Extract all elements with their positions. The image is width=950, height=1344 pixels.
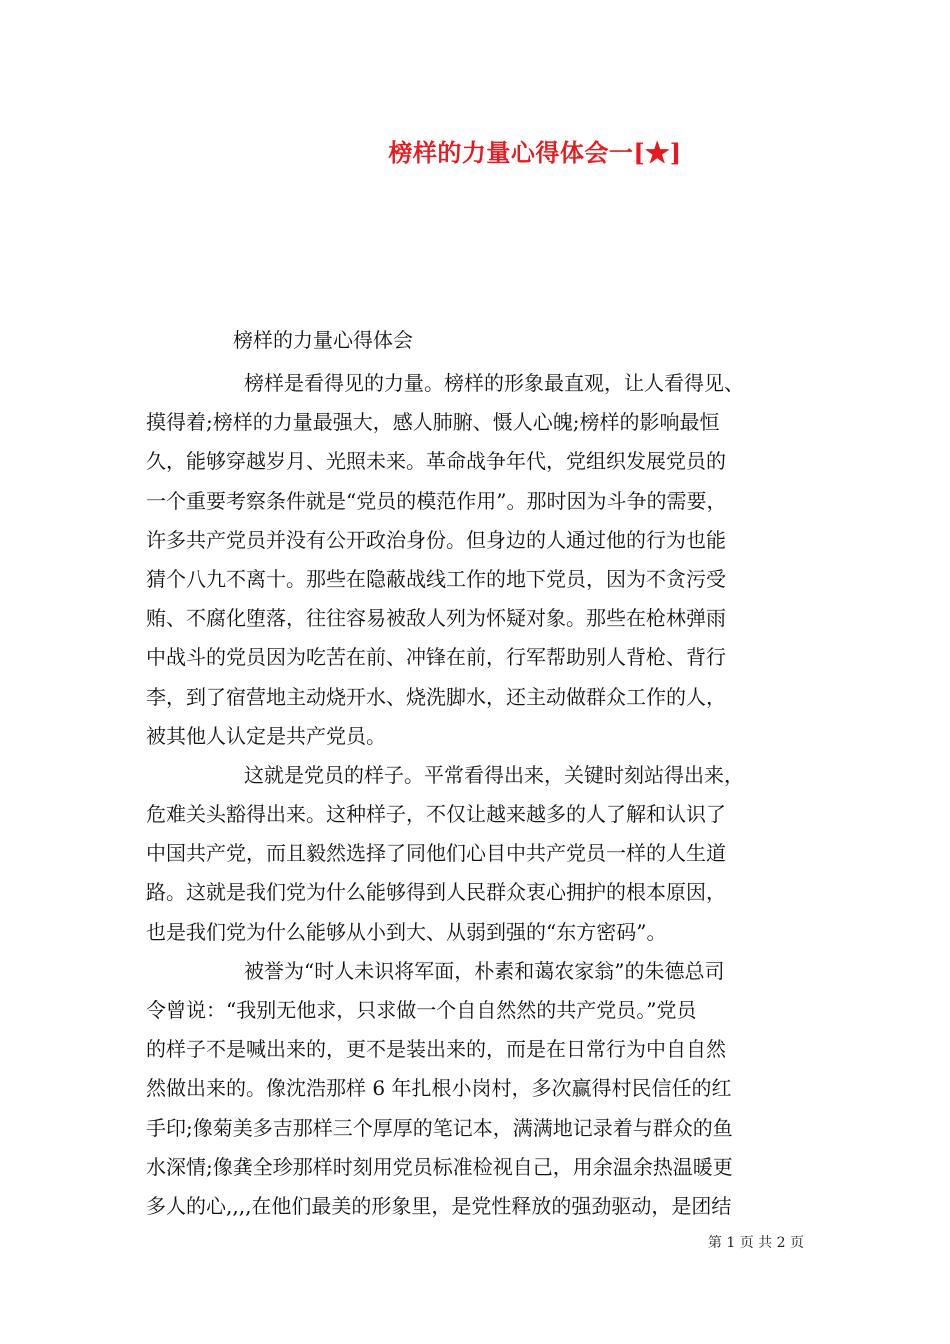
paragraph-line: 多人的心,,,,在他们最美的形象里，是党性释放的强劲驱动，是团结 [146,1193,732,1218]
paragraph-line: 被誉为“时人未识将军面，朴素和蔼农家翁”的朱德总司 [244,958,725,983]
body-text [146,364,810,1226]
paragraph-line: 中国共产党，而且毅然选择了同他们心目中共产党员一样的人生道 [146,841,726,866]
paragraph-line: 许多共产党员并没有公开政治身份。但身边的人通过他的行为也能 [146,527,726,552]
paragraph-line: 贿、不腐化堕落，往往容易被敌人列为怀疑对象。那些在枪林弹雨 [146,606,726,631]
paragraph-line: 中战斗的党员因为吃苦在前、冲锋在前，行军帮助别人背枪、背行 [146,645,726,670]
paragraph-line: 这就是党员的样子。平常看得出来，关键时刻站得出来， [244,762,744,787]
paragraph-line: 猜个八九不离十。那些在隐蔽战线工作的地下党员，因为不贪污受 [146,566,726,591]
paragraph-line: 李，到了宿营地主动烧开水、烧洗脚水，还主动做群众工作的人， [146,684,726,709]
paragraph-line: 摸得着;榜样的力量最强大，感人肺腑、慑人心魄;榜样的影响最恒 [146,410,720,435]
paragraph-line: 然做出来的。像沈浩那样 6 年扎根小岗村，多次赢得村民信任的红 [146,1076,732,1101]
paragraph-line: 也是我们党为什么能够从小到大、从弱到强的“东方密码”。 [146,919,667,944]
paragraph-line: 一个重要考察条件就是“党员的模范作用”。那时因为斗争的需要， [146,488,727,513]
paragraph-line: 路。这就是我们党为什么能够得到人民群众衷心拥护的根本原因， [146,880,726,905]
page-number-footer: 第 1 页 共 2 页 [707,1235,804,1251]
paragraph-line: 的样子不是喊出来的，更不是装出来的，而是在日常行为中自自然 [146,1037,726,1062]
paragraph-line: 被其他人认定是共产党员。 [146,723,386,748]
paragraph-line: 手印;像菊美多吉那样三个厚厚的笔记本，满满地记录着与群众的鱼 [146,1115,733,1140]
document-title: 榜样的力量心得体会一[★] [388,138,682,167]
paragraph-line: 危难关头豁得出来。这种样子，不仅让越来越多的人了解和认识了 [146,802,726,827]
paragraph-line: 久，能够穿越岁月、光照未来。革命战争年代，党组织发展党员的 [146,449,726,474]
paragraph-line: 水深情;像龚全珍那样时刻用党员标准检视自己，用余温余热温暖更 [146,1154,733,1179]
paragraph-line: 榜样是看得见的力量。榜样的形象最直观，让人看得见、 [244,371,744,395]
document-subtitle: 榜样的力量心得体会 [233,328,413,352]
paragraph-line: 令曾说：“我别无他求，只求做一个自自然然的共产党员。”党员 [146,998,697,1022]
